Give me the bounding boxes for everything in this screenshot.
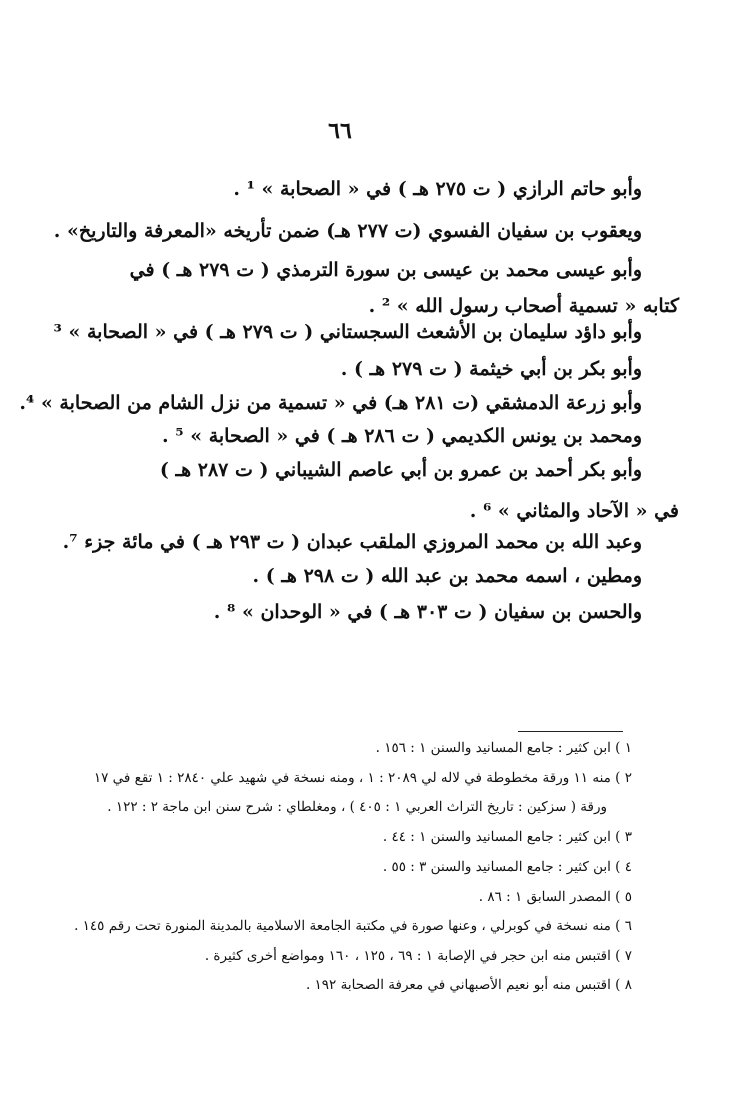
footnote-7: ٧ ) اقتبس منه ابن حجر في الإصابة ١ : ٦٩ ، ١٢٥ ، ١٦٠ ومواضع أخرى كثيرة .	[204, 948, 632, 964]
body-line-3: وأبو عيسى محمد بن عيسى بن سورة الترمذي ( ت ٢٧٩ هـ ) في	[129, 259, 642, 281]
body-line-9: وأبو بكر أحمد بن عمرو بن أبي عاصم الشيباني ( ت ٢٨٧ هـ )	[159, 459, 642, 481]
footnote-5: ٥ ) المصدر السابق ١ : ٨٦ .	[478, 889, 632, 905]
footnote-3: ٣ ) ابن كثير : جامع المسانيد والسنن ١ : ٤٤ .	[382, 829, 632, 845]
body-line-7: وأبو زرعة الدمشقي (ت ٢٨١ هـ) في « تسمية من نزل الشام من الصحابة » ⁴.	[19, 392, 642, 414]
footnote-8: ٨ ) اقتبس منه أبو نعيم الأصبهاني في معرفة الصحابة ١٩٢ .	[305, 977, 632, 993]
body-line-2: ويعقوب بن سفيان الفسوي (ت ٢٧٧ هـ) ضمن تأريخه «المعرفة والتاريخ» .	[53, 220, 642, 242]
body-line-1: وأبو حاتم الرازي ( ت ٢٧٥ هـ ) في « الصحابة » ¹ .	[233, 178, 642, 200]
body-line-11: وعبد الله بن محمد المروزي الملقب عبدان ( ت ٢٩٣ هـ ) في مائة جزء ⁷.	[62, 531, 642, 553]
footnote-4: ٤ ) ابن كثير : جامع المسانيد والسنن ٣ : ٥٥ .	[382, 859, 632, 875]
footnote-6: ٦ ) منه نسخة في كوبرلي ، وعنها صورة في مكتبة الجامعة الاسلامية بالمدينة المنورة تحت رقم ١٤٥ .	[74, 918, 632, 934]
body-line-12: ومطين ، اسمه محمد بن عبد الله ( ت ٢٩٨ هـ ) .	[252, 565, 642, 587]
page-number: ٦٦	[328, 118, 352, 144]
body-line-8: ومحمد بن يونس الكديمي ( ت ٢٨٦ هـ ) في « الصحابة » ⁵ .	[162, 425, 642, 447]
body-line-4: كتابه « تسمية أصحاب رسول الله » ² .	[368, 295, 679, 317]
body-line-5: وأبو داؤد سليمان بن الأشعث السجستاني ( ت ٢٧٩ هـ ) في « الصحابة » ³	[53, 321, 642, 343]
footnote-1: ١ ) ابن كثير : جامع المسانيد والسنن ١ : ١٥٦ .	[375, 740, 632, 756]
body-line-6: وأبو بكر بن أبي خيثمة ( ت ٢٧٩ هـ ) .	[340, 358, 642, 380]
body-line-10: في « الآحاد والمثاني » ⁶ .	[469, 500, 679, 522]
footnote-2: ٢ ) منه ١١ ورقة مخطوطة في لاله لي ٢٠٨٩ : ١ ، ومنه نسخة في شهيد علي ٢٨٤٠ : ١ تقع في ١٧	[93, 770, 632, 786]
footnote-separator	[518, 731, 623, 732]
body-line-13: والحسن بن سفيان ( ت ٣٠٣ هـ ) في « الوحدان » ⁸ .	[213, 601, 642, 623]
footnote-2-continued: ورقة ( سزكين : تاريخ التراث العربي ١ : ٤٠٥ ) ، ومغلطاي : شرح سنن ابن ماجة ٢ : ١٢٢ .	[107, 799, 607, 815]
